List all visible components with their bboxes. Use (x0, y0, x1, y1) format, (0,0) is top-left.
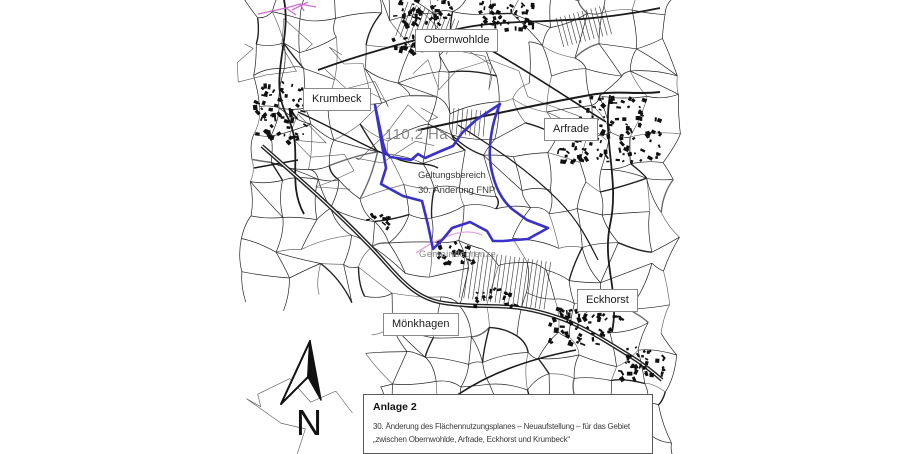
plan-scope-line2: 30. Änderung FNP (418, 185, 496, 196)
municipal-boundary-line-north (258, 2, 316, 15)
plan-scope-label (418, 168, 495, 198)
plan-scope-line1: Geltungsbereich (418, 170, 486, 181)
place-label-krumbeck: Krumbeck (303, 88, 371, 111)
plan-area-size-label: 110,2 Ha (385, 126, 448, 143)
place-label-moenkhagen: Mönkhagen (383, 313, 459, 336)
title-block-line2: „zwischen Obernwohlde, Arfrade, Eckhorst und Krumbeck“ (373, 434, 570, 444)
title-block-heading: Anlage 2 (373, 401, 417, 413)
place-label-arfrade: Arfrade (544, 118, 598, 141)
municipal-boundary-label: Gemeindegrenze (419, 249, 497, 260)
place-label-obernwohlde: Obernwohlde (415, 29, 498, 52)
title-block (363, 394, 653, 454)
north-arrow-right-wing (308, 341, 321, 400)
north-arrow (276, 336, 332, 443)
north-arrow-left-wing (281, 341, 310, 404)
place-label-eckhorst: Eckhorst (577, 289, 638, 312)
north-arrow-label: N (296, 402, 322, 443)
title-block-line1: 30. Änderung des Flächennutzungsplanes – Neuaufstellung – für das Gebiet (373, 422, 630, 431)
